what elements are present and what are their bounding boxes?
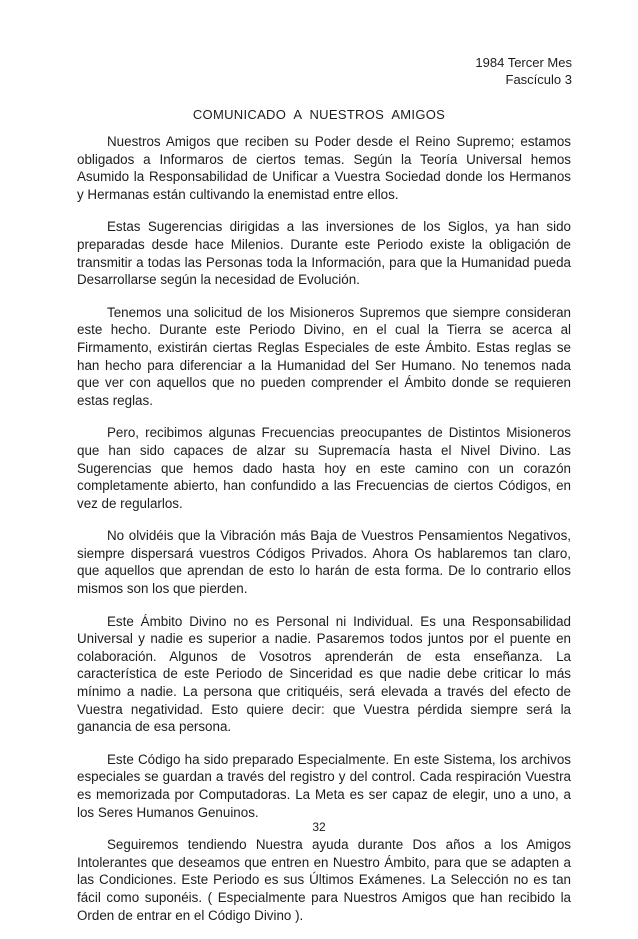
paragraph-1: Nuestros Amigos que reciben su Poder desde el Reino Supremo; estamos obligados a Informaros de ciertos temas. Según la Teoría Universal hemos Asumido la Responsabilidad de Unificar a Vuestra Sociedad donde los Hermanos y Hermanas están cultivando la enemistad entre ellos. (77, 134, 571, 202)
paragraph-3: Tenemos una solicitud de los Misioneros Supremos que siempre consideran este hecho. Durante este Periodo Divino, en el cual la Tierra se acerca al Firmamento, existirán ciertas Reglas Especiales de este Ámbito. Estas reglas se han hecho para diferenciar a la Humanidad del Ser Humano. No tenemos nada que ver con aquellos que no pueden comprender el Ámbito donde se requieren estas reglas. (77, 304, 571, 408)
paragraph-6: Este Ámbito Divino no es Personal ni Individual. Es una Responsabilidad Universal y nadie es superior a nadie. Pasaremos todos juntos por el puente en colaboración. Algunos de Vosotros aprenderán de esta enseñanza. La característica de este Periodo de Sinceridad es que nadie debe criticar lo más mínimo a nadie. La persona que critiquéis, será elevada a través del efecto de Vuestra negatividad. Esto quiere decir: que Vuestra pérdida siempre será la ganancia de esa persona. (77, 613, 571, 735)
document-body (77, 133, 571, 939)
paragraph-7: Este Código ha sido preparado Especialmente. En este Sistema, los archivos especiales se guardan a través del registro y del control. Cada respiración Vuestra es memorizada por Computadoras. La Meta es ser capaz de elegir, uno a uno, a los Seres Humanos Genuinos. (77, 751, 571, 820)
header-issue: Fascículo 3 (505, 72, 572, 87)
paragraph-4: Pero, recibimos algunas Frecuencias preocupantes de Distintos Misioneros que han sido capaces de alzar su Supremacía hasta el Nivel Divino. Las Sugerencias que hemos dado hasta hoy en este camino con un corazón completamente abierto, han confundido a las Frecuencias de ciertos Códigos, en vez de regularlos. (77, 425, 571, 511)
paragraph-8: Seguiremos tendiendo Nuestra ayuda durante Dos años a los Amigos Intolerantes que deseamos que entren en Nuestro Ámbito, para que se adapten a las Condiciones. Este Periodo es sus Últimos Exámenes. La Selección no es tan fácil como suponéis. ( Especialmente para Nuestros Amigos que han recibido la Orden de entrar en el Código Divino ). (77, 837, 571, 923)
paragraph-5: No olvidéis que la Vibración más Baja de Vuestros Pensamientos Negativos, siempre dispersará vuestros Códigos Privados. Ahora Os hablaremos tan claro, que aquellos que aprendan de esto lo harán de esta forma. De lo contrario ellos mismos son los que pierden. (77, 528, 571, 597)
document-title: COMUNICADO A NUESTROS AMIGOS (192, 107, 446, 122)
header-date: 1984 Tercer Mes (475, 55, 572, 70)
paragraph-2: Estas Sugerencias dirigidas a las inversiones de los Siglos, ya han sido preparadas desde hace Milenios. Durante este Periodo existe la obligación de transmitir a todas las Personas toda la Información, para que la Humanidad pueda Desarrollarse según la necesidad de Evolución. (77, 219, 571, 288)
page-number: 32 (312, 820, 326, 834)
header-block (475, 54, 572, 88)
